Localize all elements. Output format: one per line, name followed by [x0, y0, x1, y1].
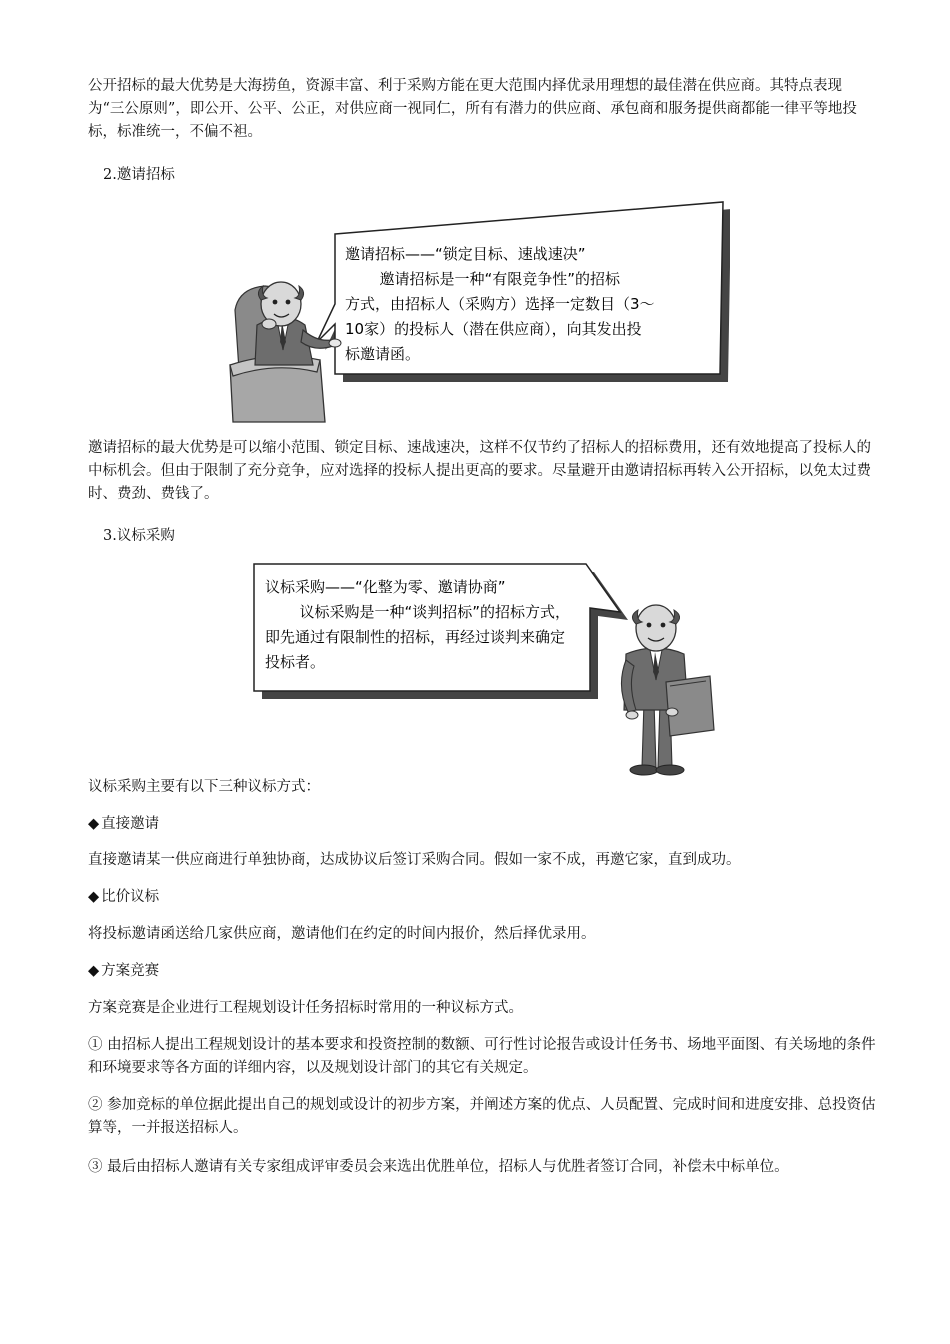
bubble-negotiate-title: 议标采购——“化整为零、邀请协商”	[265, 578, 506, 596]
heading-invite-tender: 2.邀请招标	[103, 167, 175, 183]
bubble-invite-title: 邀请招标——“锁定目标、速战速决”	[345, 245, 586, 263]
speech-bubble-negotiated-procurement	[265, 575, 587, 675]
bullet-heading-direct-invite: ◆ 直接邀请	[88, 816, 160, 832]
bubble-negotiate-line: 投标者。	[265, 653, 326, 671]
bullet-diamond-icon: ◆	[88, 889, 100, 905]
paragraph-open-tender: 公开招标的最大优势是大海捞鱼，资源丰富、利于采购方能在更大范围内择优录用理想的最佳潜在供应商。其特点表现为“三公原则”，即公开、公平、公正，对供应商一视同仁，所有有潜力的供应商、承包商和服务提供商都能一律平等地投标，标准统一，不偏不袒。	[88, 78, 857, 140]
bubble-invite-line: 标邀请函。	[345, 345, 421, 363]
paragraph-invite-tender: 邀请招标的最大优势是可以缩小范围、锁定目标、速战速决，这样不仅节约了招标人的招标费用，还有效地提高了投标人的中标机会。但由于限制了充分竞争，应对选择的投标人提出更高的要求。尽量避开由邀请招标再转入公开招标，以免太过费时、费劲、费钱了。	[88, 440, 871, 502]
bubble-invite-line: 方式，由招标人（采购方）选择一定数目（3～	[345, 295, 655, 313]
paragraph-step-1: ① 由招标人提出工程规划设计的基本要求和投资控制的数额、可行性讨论报告或设计任务书、场地平面图、有关场地的条件和环境要求等各方面的详细内容，以及规划设计部门的其它有关规定。	[88, 1037, 876, 1076]
speech-bubble-invite-tender	[345, 242, 715, 367]
paragraph-design-competition: 方案竞赛是企业进行工程规划设计任务招标时常用的一种议标方式。	[88, 1000, 523, 1016]
paragraph-direct-invite: 直接邀请某一供应商进行单独协商，达成协议后签订采购合同。假如一家不成，再邀它家，直到成功。	[88, 852, 741, 868]
bubble-invite-line: 10家）的投标人（潜在供应商），向其发出投	[345, 320, 642, 338]
bubble-negotiate-line: 议标采购是一种“谈判招标”的招标方式，	[299, 603, 571, 621]
bubble-invite-line: 邀请招标是一种“有限竞争性”的招标	[379, 270, 621, 288]
paragraph-step-2: ② 参加竞标的单位据此提出自己的规划或设计的初步方案，并阐述方案的优点、人员配置、完成时间和进度安排、总投资估算等，一并报送招标人。	[88, 1097, 876, 1136]
paragraph-methods-intro: 议标采购主要有以下三种议标方式：	[88, 779, 320, 795]
heading-negotiated-procurement: 3.议标采购	[103, 528, 175, 544]
bullet-heading-design-competition: ◆ 方案竞赛	[88, 963, 160, 979]
bullet-diamond-icon: ◆	[88, 963, 100, 979]
paragraph-price-compare: 将投标邀请函送给几家供应商，邀请他们在约定的时间内报价，然后择优录用。	[88, 926, 596, 942]
paragraph-step-3: ③ 最后由招标人邀请有关专家组成评审委员会来选出优胜单位，招标人与优胜者签订合同，补偿未中标单位。	[88, 1159, 789, 1175]
bullet-diamond-icon: ◆	[88, 816, 100, 832]
bubble-negotiate-line: 即先通过有限制性的招标，再经过谈判来确定	[265, 628, 566, 646]
bullet-heading-price-compare: ◆ 比价议标	[88, 889, 160, 905]
